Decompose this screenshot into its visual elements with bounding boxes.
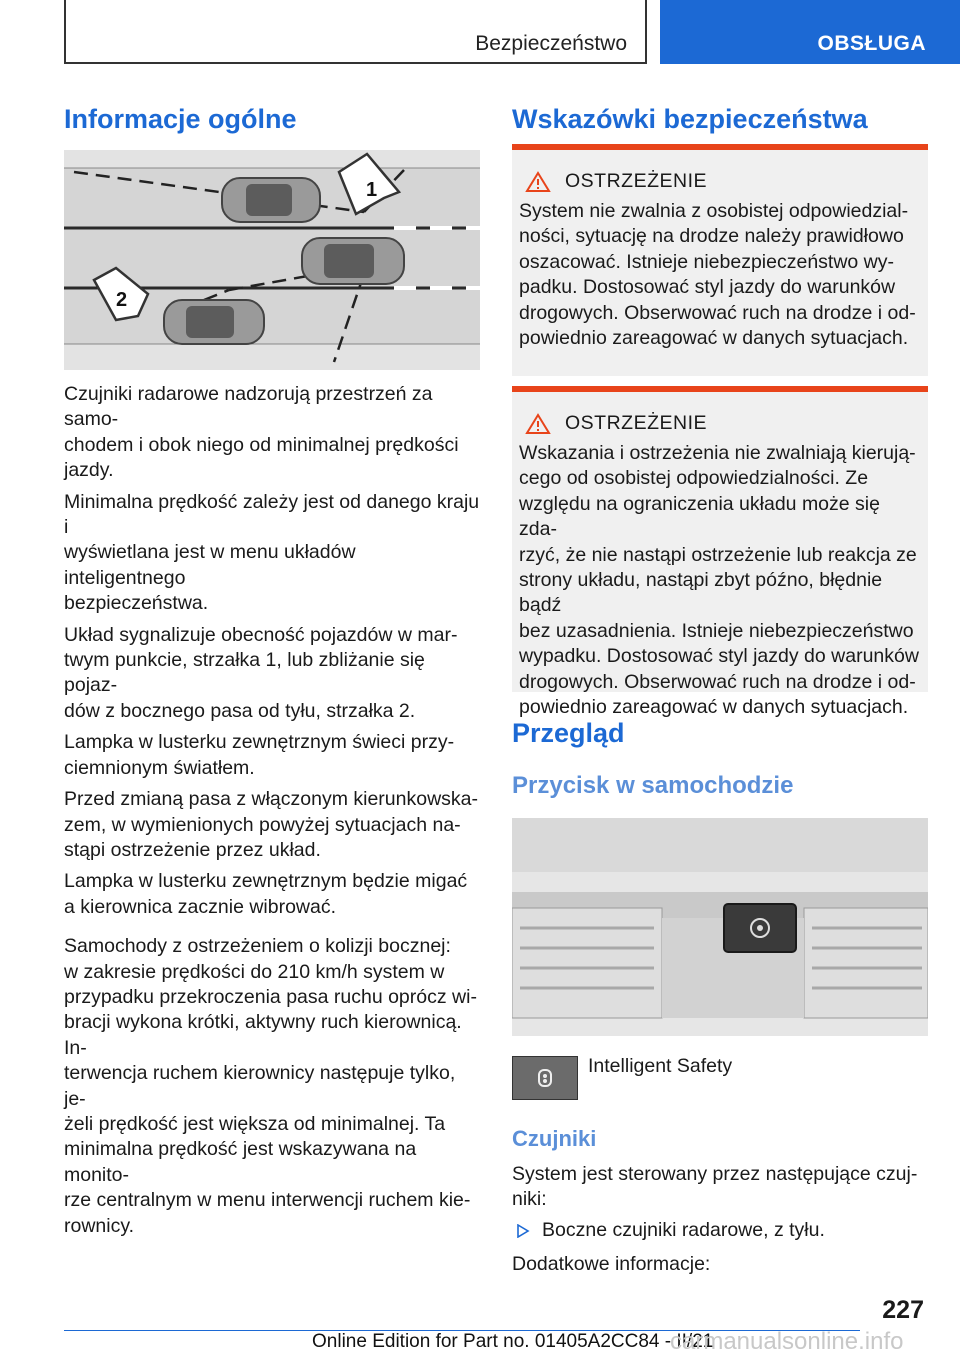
warning-box-2 xyxy=(512,386,928,719)
arrow-1-label: 1 xyxy=(366,179,378,201)
dashboard-button-figure xyxy=(512,818,928,1036)
header-box xyxy=(64,0,647,64)
warning-triangle-icon xyxy=(525,413,551,435)
car-top xyxy=(222,178,320,222)
list-item-text: Boczne czujniki radarowe, z tyłu. xyxy=(542,1219,825,1241)
triangle-bullet-icon xyxy=(516,1224,530,1238)
paragraph: Przed zmianą pasa z włączonym kierunkowska- zem, w wymienionych powyżej sytuacjach na- stąpi ostrzeżenie przez układ. xyxy=(64,788,478,861)
warning-box-1 xyxy=(512,144,928,376)
page-number: 227 xyxy=(882,1296,924,1324)
car-bottom xyxy=(164,300,264,344)
left-body xyxy=(64,382,482,1239)
subsection-title-button: Przycisk w samochodzie xyxy=(512,772,794,799)
list-item xyxy=(512,1218,928,1243)
paragraph-steering: Samochody z ostrzeżeniem o kolizji bocznej: w zakresie prędkości do 210 km/h system w przypadku przekroczenia pasa ruchu oprócz wi- bracji wykona krótki, aktywny ruch kierownicą. In- terwencja ruchem kierownicy następuje tylko, je- żeli prędkość jest większa od minimalnej. Ta minimalna prędkość jest wskazywana na monito- rze centralnym w menu interwencji ruchem kie- rownicy. xyxy=(64,935,477,1237)
warning-text: Wskazania i ostrzeżenia nie zwalniają kierują- cego od osobistej odpowiedzialności. Ze względu na ograniczenia układu może się zda- rzyć, że nie nastąpi ostrzeżenie lub reakcja ze strony układu, nastąpi zbyt późno, błędnie bądź bez uzasadnienia. Istnieje niebezpieczeństwo wypadku. Dostosować styl jazdy do warunków drogowych. Obserwować ruch na drodze i od- powiednio zareagować w danych sytuacjach. xyxy=(519,442,919,719)
section-title-general: Informacje ogólne xyxy=(64,104,297,134)
paragraph: Czujniki radarowe nadzorują przestrzeń za samo- chodem i obok niego od minimalnej prędkości jazdy. xyxy=(64,383,459,482)
warning-text: System nie zwalnia z osobistej odpowiedzial- ności, sytuację na drodze należy prawidłowo oszacować. Istnieje niebezpieczeństwo wy- padku. Dostosować styl jazdy do warunków drogowych. Obserwować ruch na drodze i od- powiednio zareagować w danych sytuacjach. xyxy=(519,200,916,350)
arrow-2-label: 2 xyxy=(116,289,128,311)
dashboard-illustration xyxy=(512,818,928,1036)
section-name: Bezpieczeństwo xyxy=(475,32,627,55)
sensors-text: System jest sterowany przez następujące czuj- niki: xyxy=(512,1163,918,1211)
section-title-safety: Wskazówki bezpieczeństwa xyxy=(512,104,868,134)
chapter-tab[interactable] xyxy=(660,0,960,64)
more-info: Dodatkowe informacje: xyxy=(512,1253,711,1275)
intelligent-safety-button[interactable] xyxy=(512,1056,578,1100)
intelligent-safety-icon xyxy=(535,1068,555,1088)
paragraph: Lampka w lusterku zewnętrznym będzie migać a kierownica zacznie wibrować. xyxy=(64,870,468,918)
paragraph: Lampka w lusterku zewnętrznym świeci przy- ciemnionym światłem. xyxy=(64,731,455,779)
warning-title: OSTRZEŻENIE xyxy=(565,170,708,192)
subsection-title-sensors: Czujniki xyxy=(512,1126,597,1151)
button-caption: Intelligent Safety xyxy=(588,1055,733,1077)
road-illustration xyxy=(64,150,480,370)
warning-triangle-icon xyxy=(525,171,551,193)
warning-title: OSTRZEŻENIE xyxy=(565,412,708,434)
paragraph: Układ sygnalizuje obecność pojazdów w mar- twym punkcie, strzałka 1, lub zbliżanie się pojaz- dów z bocznego pasa od tyłu, strzałka 2. xyxy=(64,623,458,722)
blind-spot-figure xyxy=(64,150,480,370)
watermark: carmanualsonline.info xyxy=(670,1328,904,1355)
edition-text: Online Edition for Part no. 01405A2CC84 - II/21 xyxy=(312,1331,714,1352)
paragraph: Minimalna prędkość zależy jest od danego kraju i wyświetlana jest w menu układów inteligentnego bezpieczeństwa. xyxy=(64,490,480,615)
car-middle xyxy=(302,238,404,284)
chapter-tab-label: OBSŁUGA xyxy=(817,32,926,55)
section-title-overview: Przegląd xyxy=(512,718,625,748)
